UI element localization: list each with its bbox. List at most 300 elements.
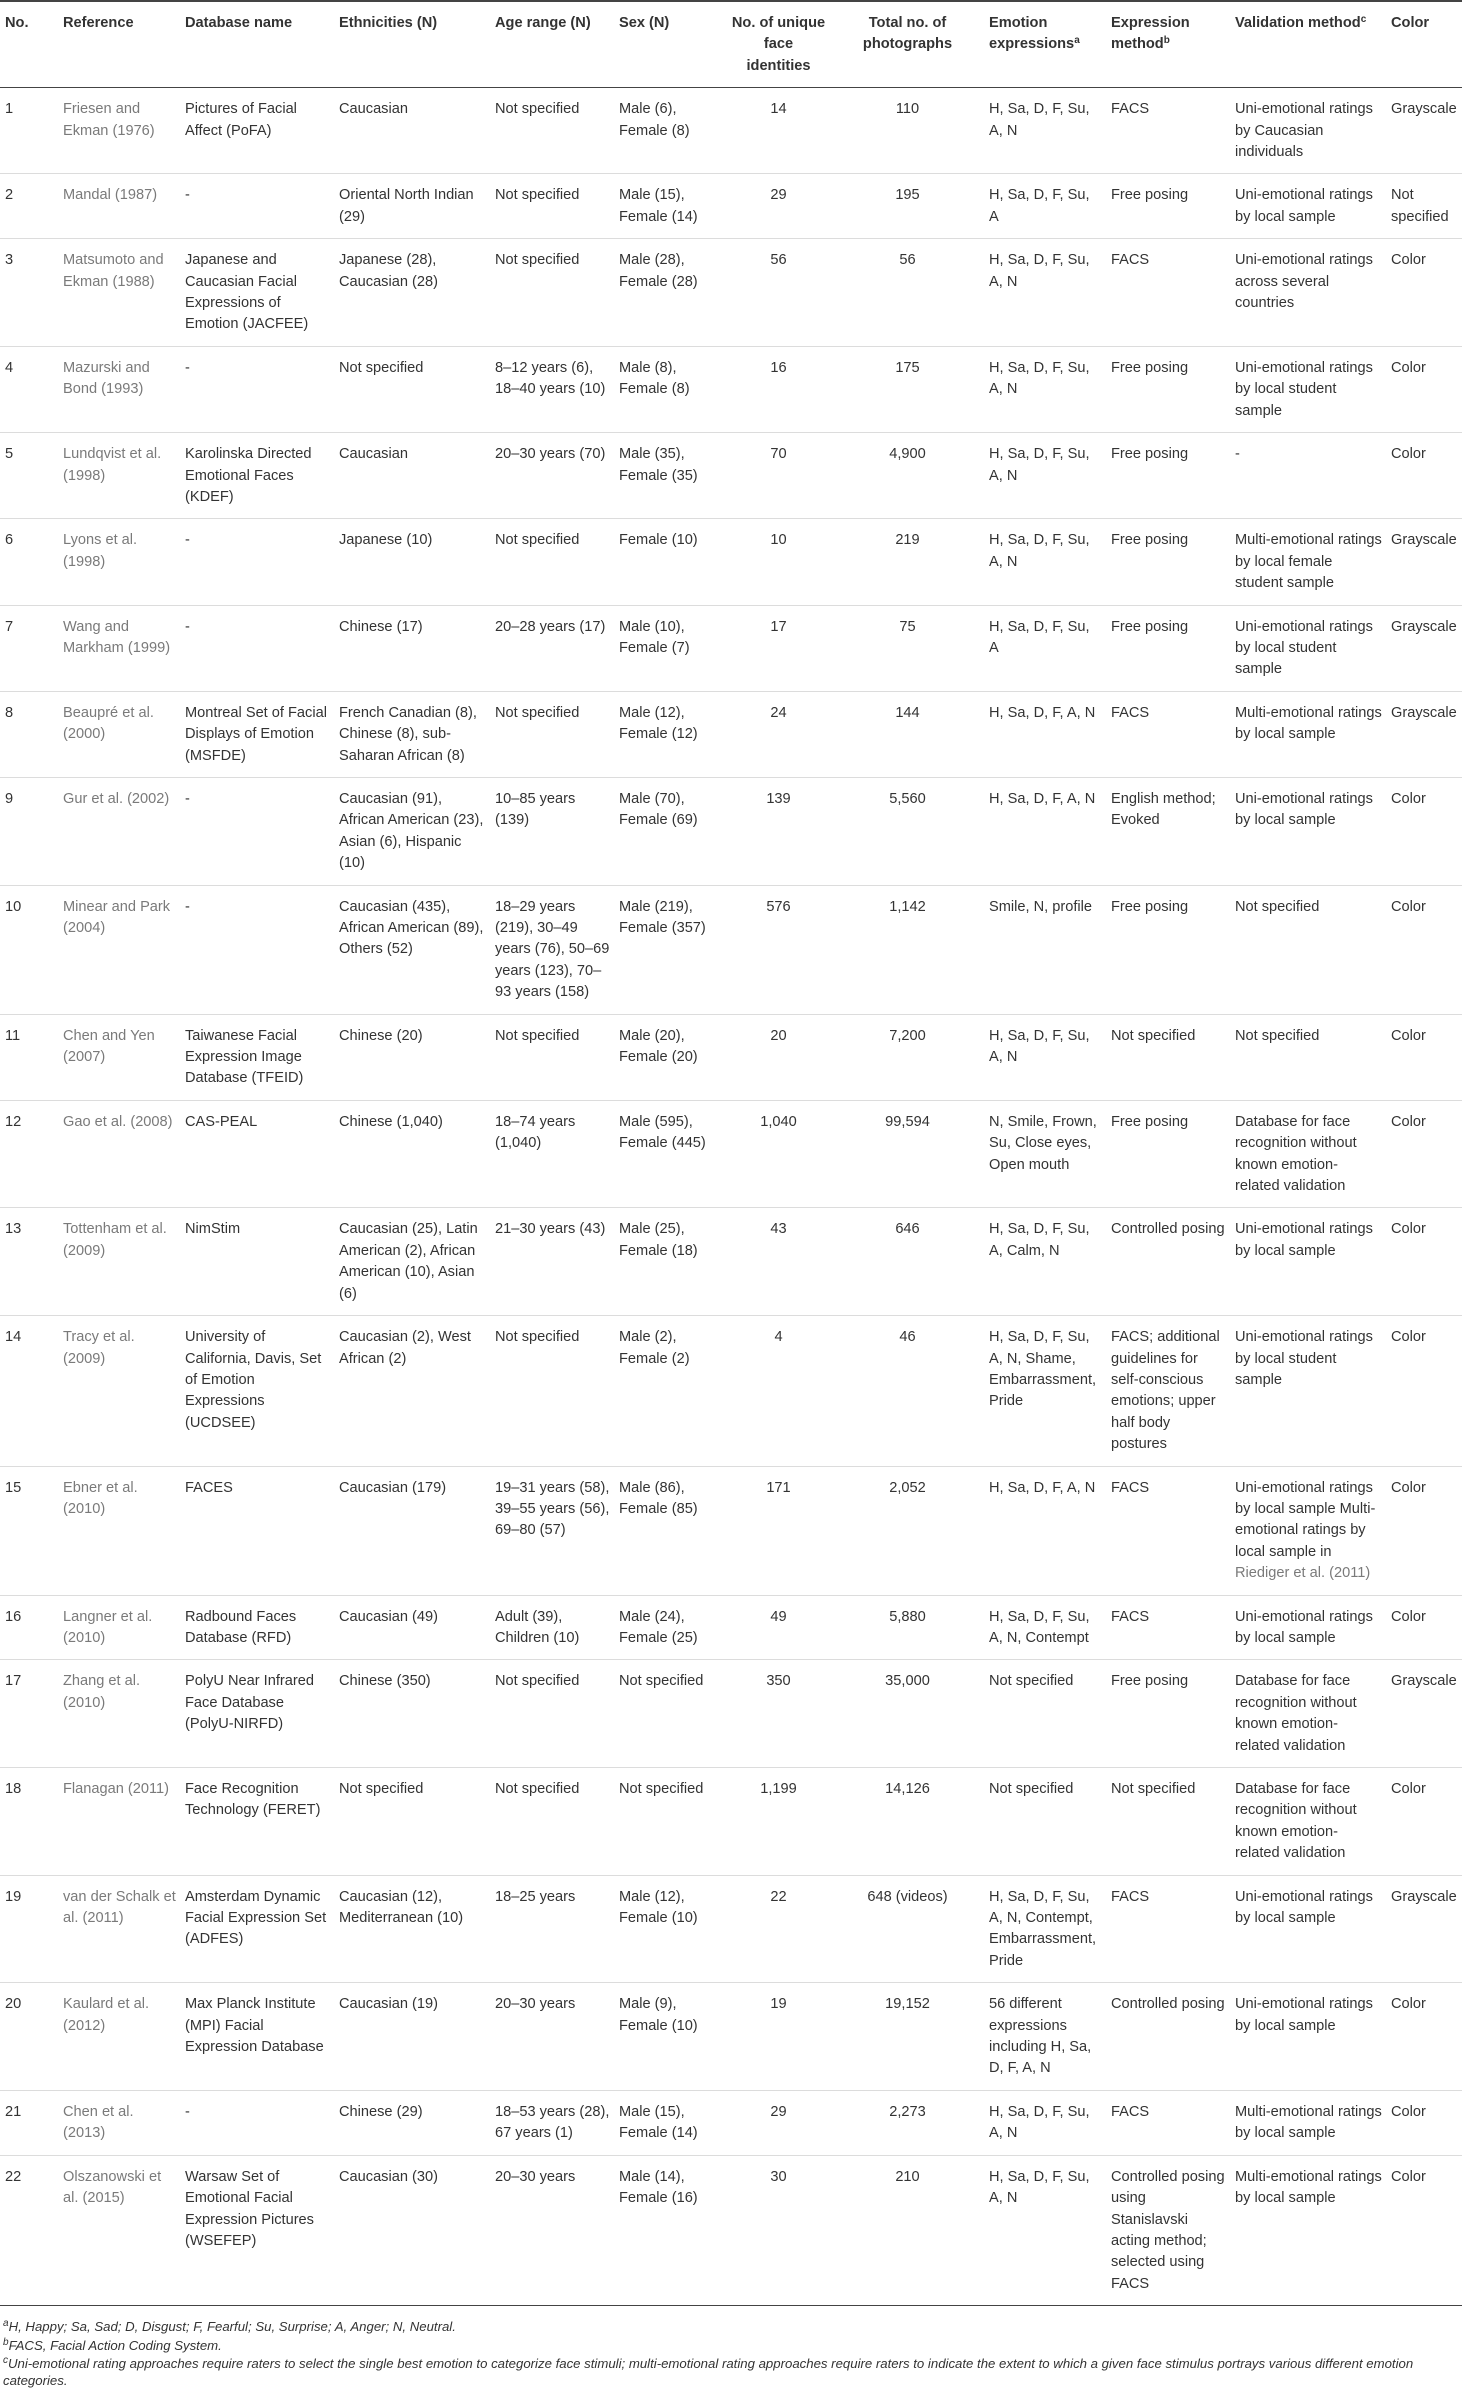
cell-ethnicities: Caucasian (25), Latin American (2), African American (10), Asian (6) <box>334 1208 490 1316</box>
cell-validation-method: Multi-emotional ratings by local sample <box>1230 691 1386 777</box>
cell-sex: Male (28), Female (28) <box>614 239 726 347</box>
cell-ethnicities: Caucasian <box>334 88 490 174</box>
cell-unique-identities: 1,199 <box>726 1768 830 1876</box>
cell-expression-method: Controlled posing <box>1106 1983 1230 2091</box>
cell-expression-method: Free posing <box>1106 433 1230 519</box>
cell-unique-identities: 139 <box>726 777 830 885</box>
cell-no: 9 <box>0 777 58 885</box>
cell-color: Color <box>1386 2155 1462 2305</box>
cell-validation-method: Uni-emotional ratings by local student sample <box>1230 346 1386 432</box>
cell-emotion-expressions: H, Sa, D, F, Su, A, N <box>984 2155 1106 2305</box>
cell-age-range: 18–29 years (219), 30–49 years (76), 50–69 years (123), 70–93 years (158) <box>490 885 614 1014</box>
cell-total-photographs: 35,000 <box>830 1660 984 1768</box>
cell-no: 2 <box>0 174 58 239</box>
cell-no: 14 <box>0 1316 58 1466</box>
cell-ethnicities: Caucasian <box>334 433 490 519</box>
cell-validation-method: Multi-emotional ratings by local female student sample <box>1230 519 1386 605</box>
cell-color: Grayscale <box>1386 88 1462 174</box>
header-label: Reference <box>63 15 134 31</box>
cell-unique-identities: 29 <box>726 2090 830 2155</box>
cell-validation-method: Database for face recognition without known emotion-related validation <box>1230 1100 1386 1208</box>
cell-reference[interactable]: Beaupré et al. (2000) <box>58 691 180 777</box>
cell-validation-method: Uni-emotional ratings by local sample <box>1230 1875 1386 1983</box>
cell-validation-method: Uni-emotional ratings by local sample <box>1230 174 1386 239</box>
cell-sex: Male (35), Female (35) <box>614 433 726 519</box>
cell-total-photographs: 2,052 <box>830 1466 984 1595</box>
footnote-mark: c <box>1360 14 1367 25</box>
cell-total-photographs: 175 <box>830 346 984 432</box>
cell-unique-identities: 24 <box>726 691 830 777</box>
cell-sex: Male (12), Female (12) <box>614 691 726 777</box>
cell-no: 3 <box>0 239 58 347</box>
cell-color: Color <box>1386 1014 1462 1100</box>
cell-ethnicities: Chinese (1,040) <box>334 1100 490 1208</box>
table-row <box>0 1875 1462 1983</box>
cell-reference[interactable]: Langner et al. (2010) <box>58 1595 180 1660</box>
cell-ethnicities: Japanese (28), Caucasian (28) <box>334 239 490 347</box>
cell-total-photographs: 14,126 <box>830 1768 984 1876</box>
cell-database-name: CAS-PEAL <box>180 1100 334 1208</box>
cell-age-range: 18–53 years (28), 67 years (1) <box>490 2090 614 2155</box>
cell-emotion-expressions: H, Sa, D, F, Su, A <box>984 605 1106 691</box>
cell-reference[interactable]: Tracy et al. (2009) <box>58 1316 180 1466</box>
cell-no: 4 <box>0 346 58 432</box>
cell-ethnicities: Not specified <box>334 1768 490 1876</box>
cell-unique-identities: 171 <box>726 1466 830 1595</box>
cell-expression-method: Free posing <box>1106 885 1230 1014</box>
cell-database-name: Karolinska Directed Emotional Faces (KDEF) <box>180 433 334 519</box>
cell-reference[interactable]: van der Schalk et al. (2011) <box>58 1875 180 1983</box>
cell-expression-method: English method; Evoked <box>1106 777 1230 885</box>
header-label: Ethnicities (N) <box>339 15 438 31</box>
cell-unique-identities: 576 <box>726 885 830 1014</box>
footnote-mark: b <box>1163 35 1170 47</box>
cell-color: Color <box>1386 1316 1462 1466</box>
cell-color: Grayscale <box>1386 519 1462 605</box>
cell-unique-identities: 29 <box>726 174 830 239</box>
header-emotion-expressions <box>984 1 1106 88</box>
cell-sex: Not specified <box>614 1768 726 1876</box>
cell-color: Grayscale <box>1386 1875 1462 1983</box>
cell-validation-method: Uni-emotional ratings by local sample Multi-emotional ratings by local sample in Riediger et al. (2011) <box>1230 1466 1386 1595</box>
cell-expression-method: FACS <box>1106 691 1230 777</box>
cell-no: 22 <box>0 2155 58 2305</box>
header-label: Color <box>1391 15 1430 31</box>
cell-expression-method: FACS <box>1106 1595 1230 1660</box>
cell-reference[interactable]: Chen et al. (2013) <box>58 2090 180 2155</box>
cell-age-range: Not specified <box>490 691 614 777</box>
table-row <box>0 174 1462 239</box>
cell-reference[interactable]: Ebner et al. (2010) <box>58 1466 180 1595</box>
header-reference <box>58 1 180 88</box>
header-database-name <box>180 1 334 88</box>
cell-reference[interactable]: Lundqvist et al. (1998) <box>58 433 180 519</box>
header-label: Sex (N) <box>619 15 670 31</box>
table-footnotes <box>0 2306 1462 2389</box>
cell-sex: Male (219), Female (357) <box>614 885 726 1014</box>
cell-ethnicities: Caucasian (19) <box>334 1983 490 2091</box>
header-label: No. <box>5 15 29 31</box>
cell-no: 18 <box>0 1768 58 1876</box>
cell-ethnicities: Caucasian (179) <box>334 1466 490 1595</box>
cell-emotion-expressions: Smile, N, profile <box>984 885 1106 1014</box>
cell-total-photographs: 46 <box>830 1316 984 1466</box>
cell-unique-identities: 22 <box>726 1875 830 1983</box>
cell-age-range: 20–30 years (70) <box>490 433 614 519</box>
table-row <box>0 1768 1462 1876</box>
cell-reference[interactable]: Minear and Park (2004) <box>58 885 180 1014</box>
cell-database-name: Amsterdam Dynamic Facial Expression Set (ADFES) <box>180 1875 334 1983</box>
cell-validation-method: Database for face recognition without known emotion-related validation <box>1230 1660 1386 1768</box>
cell-total-photographs: 4,900 <box>830 433 984 519</box>
cell-no: 10 <box>0 885 58 1014</box>
cell-reference[interactable]: Chen and Yen (2007) <box>58 1014 180 1100</box>
table-row <box>0 1595 1462 1660</box>
footnote-a <box>3 2319 1462 2336</box>
cell-sex: Male (8), Female (8) <box>614 346 726 432</box>
cell-total-photographs: 56 <box>830 239 984 347</box>
cell-no: 19 <box>0 1875 58 1983</box>
table-row <box>0 1983 1462 2091</box>
cell-emotion-expressions: Not specified <box>984 1768 1106 1876</box>
table-row <box>0 519 1462 605</box>
cell-sex: Male (10), Female (7) <box>614 605 726 691</box>
cell-ethnicities: Japanese (10) <box>334 519 490 605</box>
cell-emotion-expressions: H, Sa, D, F, Su, A, N <box>984 433 1106 519</box>
cell-age-range: Not specified <box>490 519 614 605</box>
cell-ethnicities: Oriental North Indian (29) <box>334 174 490 239</box>
header-sex <box>614 1 726 88</box>
cell-reference[interactable]: Matsumoto and Ekman (1988) <box>58 239 180 347</box>
cell-database-name: Radbound Faces Database (RFD) <box>180 1595 334 1660</box>
cell-total-photographs: 2,273 <box>830 2090 984 2155</box>
cell-validation-method: Uni-emotional ratings by Caucasian individuals <box>1230 88 1386 174</box>
cell-unique-identities: 56 <box>726 239 830 347</box>
cell-unique-identities: 10 <box>726 519 830 605</box>
cell-unique-identities: 70 <box>726 433 830 519</box>
cell-emotion-expressions: H, Sa, D, F, Su, A, N <box>984 519 1106 605</box>
table-row <box>0 346 1462 432</box>
cell-no: 17 <box>0 1660 58 1768</box>
cell-no: 20 <box>0 1983 58 2091</box>
cell-color: Grayscale <box>1386 691 1462 777</box>
header-age-range <box>490 1 614 88</box>
cell-no: 21 <box>0 2090 58 2155</box>
table-row <box>0 1316 1462 1466</box>
cell-emotion-expressions: H, Sa, D, F, A, N <box>984 691 1106 777</box>
cell-ethnicities: Caucasian (12), Mediterranean (10) <box>334 1875 490 1983</box>
table-row <box>0 2090 1462 2155</box>
cell-age-range: Not specified <box>490 174 614 239</box>
header-total-photographs <box>830 1 984 88</box>
cell-color: Color <box>1386 239 1462 347</box>
cell-database-name: Warsaw Set of Emotional Facial Expression Pictures (WSEFEP) <box>180 2155 334 2305</box>
cell-sex: Not specified <box>614 1660 726 1768</box>
cell-color: Color <box>1386 2090 1462 2155</box>
cell-unique-identities: 4 <box>726 1316 830 1466</box>
cell-sex: Male (25), Female (18) <box>614 1208 726 1316</box>
cell-database-name: - <box>180 174 334 239</box>
table-row <box>0 885 1462 1014</box>
cell-database-name: NimStim <box>180 1208 334 1316</box>
cell-age-range: Not specified <box>490 1768 614 1876</box>
cell-total-photographs: 648 (videos) <box>830 1875 984 1983</box>
cell-database-name: Max Planck Institute (MPI) Facial Expression Database <box>180 1983 334 2091</box>
cell-database-name: University of California, Davis, Set of Emotion Expressions (UCDSEE) <box>180 1316 334 1466</box>
header-label: No. of unique face identities <box>731 15 826 74</box>
cell-reference[interactable]: Tottenham et al. (2009) <box>58 1208 180 1316</box>
cell-ethnicities: Caucasian (49) <box>334 1595 490 1660</box>
cell-unique-identities: 16 <box>726 346 830 432</box>
cell-database-name: Pictures of Facial Affect (PoFA) <box>180 88 334 174</box>
cell-age-range: Not specified <box>490 1660 614 1768</box>
cell-reference[interactable]: Olszanowski et al. (2015) <box>58 2155 180 2305</box>
cell-total-photographs: 19,152 <box>830 1983 984 2091</box>
cell-validation-method: Uni-emotional ratings by local student sample <box>1230 605 1386 691</box>
cell-sex: Male (15), Female (14) <box>614 2090 726 2155</box>
cell-reference[interactable]: Zhang et al. (2010) <box>58 1660 180 1768</box>
cell-color: Color <box>1386 1595 1462 1660</box>
cell-unique-identities: 1,040 <box>726 1100 830 1208</box>
cell-database-name: Taiwanese Facial Expression Image Database (TFEID) <box>180 1014 334 1100</box>
header-color <box>1386 1 1462 88</box>
cell-ethnicities: Caucasian (435), African American (89), Others (52) <box>334 885 490 1014</box>
cell-validation-method: Not specified <box>1230 1014 1386 1100</box>
cell-unique-identities: 30 <box>726 2155 830 2305</box>
cell-sex: Male (24), Female (25) <box>614 1595 726 1660</box>
cell-no: 8 <box>0 691 58 777</box>
cell-ethnicities: Caucasian (30) <box>334 2155 490 2305</box>
cell-emotion-expressions: H, Sa, D, F, Su, A, N <box>984 2090 1106 2155</box>
cell-sex: Male (70), Female (69) <box>614 777 726 885</box>
cell-emotion-expressions: H, Sa, D, F, A, N <box>984 777 1106 885</box>
cell-expression-method: Controlled posing using Stanislavski acting method; selected using FACS <box>1106 2155 1230 2305</box>
cell-expression-method: FACS <box>1106 239 1230 347</box>
footnote-mark: a <box>3 2318 9 2330</box>
cell-expression-method: FACS <box>1106 1466 1230 1595</box>
cell-emotion-expressions: H, Sa, D, F, Su, A, N <box>984 239 1106 347</box>
cell-validation-method: Multi-emotional ratings by local sample <box>1230 2090 1386 2155</box>
cell-age-range: 10–85 years (139) <box>490 777 614 885</box>
cell-age-range: 18–25 years <box>490 1875 614 1983</box>
cell-age-range: Not specified <box>490 88 614 174</box>
cell-database-name: Face Recognition Technology (FERET) <box>180 1768 334 1876</box>
cell-expression-method: Not specified <box>1106 1768 1230 1876</box>
cell-validation-method: Uni-emotional ratings by local sample <box>1230 1208 1386 1316</box>
cell-expression-method: Free posing <box>1106 1100 1230 1208</box>
cell-sex: Male (2), Female (2) <box>614 1316 726 1466</box>
cell-reference[interactable]: Flanagan (2011) <box>58 1768 180 1876</box>
cell-unique-identities: 14 <box>726 88 830 174</box>
cell-unique-identities: 49 <box>726 1595 830 1660</box>
header-validation-method <box>1230 1 1386 88</box>
cell-emotion-expressions: H, Sa, D, F, Su, A, N <box>984 1014 1106 1100</box>
cell-expression-method: Not specified <box>1106 1014 1230 1100</box>
table-row <box>0 88 1462 174</box>
cell-ethnicities: Caucasian (91), African American (23), Asian (6), Hispanic (10) <box>334 777 490 885</box>
cell-database-name: - <box>180 777 334 885</box>
cell-age-range: Adult (39), Children (10) <box>490 1595 614 1660</box>
table-row <box>0 1014 1462 1100</box>
cell-expression-method: FACS <box>1106 2090 1230 2155</box>
header-label: Total no. of photographs <box>862 15 953 53</box>
cell-unique-identities: 17 <box>726 605 830 691</box>
cell-total-photographs: 646 <box>830 1208 984 1316</box>
cell-no: 1 <box>0 88 58 174</box>
cell-age-range: 20–30 years <box>490 1983 614 2091</box>
cell-database-name: PolyU Near Infrared Face Database (PolyU-NIRFD) <box>180 1660 334 1768</box>
cell-color: Color <box>1386 885 1462 1014</box>
cell-database-name: - <box>180 519 334 605</box>
cell-emotion-expressions: H, Sa, D, F, Su, A, N, Shame, Embarrassment, Pride <box>984 1316 1106 1466</box>
cell-unique-identities: 19 <box>726 1983 830 2091</box>
cell-no: 13 <box>0 1208 58 1316</box>
cell-total-photographs: 75 <box>830 605 984 691</box>
cell-validation-method: Uni-emotional ratings by local sample <box>1230 1983 1386 2091</box>
cell-expression-method: Controlled posing <box>1106 1208 1230 1316</box>
cell-emotion-expressions: 56 different expressions including H, Sa, D, F, A, N <box>984 1983 1106 2091</box>
cell-expression-method: Free posing <box>1106 605 1230 691</box>
cell-ethnicities: Not specified <box>334 346 490 432</box>
cell-total-photographs: 195 <box>830 174 984 239</box>
table-row <box>0 2155 1462 2305</box>
cell-sex: Male (86), Female (85) <box>614 1466 726 1595</box>
footnote-c <box>3 2356 1462 2389</box>
table-row <box>0 1466 1462 1595</box>
header-label: Validation method <box>1235 15 1361 31</box>
cell-reference[interactable]: Wang and Markham (1999) <box>58 605 180 691</box>
cell-reference[interactable]: Lyons et al. (1998) <box>58 519 180 605</box>
header-label: Age range (N) <box>495 15 591 31</box>
cell-expression-method: Free posing <box>1106 346 1230 432</box>
cell-age-range: 18–74 years (1,040) <box>490 1100 614 1208</box>
cell-validation-method: Database for face recognition without known emotion-related validation <box>1230 1768 1386 1876</box>
cell-color: Color <box>1386 1100 1462 1208</box>
header-label: Database name <box>185 15 293 31</box>
cell-unique-identities: 20 <box>726 1014 830 1100</box>
header-label: Expression method <box>1111 15 1190 53</box>
footnote-text: FACS, Facial Action Coding System. <box>8 2337 222 2353</box>
header-row <box>0 1 1462 88</box>
cell-total-photographs: 5,560 <box>830 777 984 885</box>
cell-sex: Male (9), Female (10) <box>614 1983 726 2091</box>
cell-color: Not specified <box>1386 174 1462 239</box>
cell-total-photographs: 1,142 <box>830 885 984 1014</box>
cell-reference[interactable]: Gao et al. (2008) <box>58 1100 180 1208</box>
cell-age-range: 8–12 years (6), 18–40 years (10) <box>490 346 614 432</box>
cell-validation-method: Uni-emotional ratings by local sample <box>1230 1595 1386 1660</box>
cell-total-photographs: 144 <box>830 691 984 777</box>
cell-color: Color <box>1386 777 1462 885</box>
cell-emotion-expressions: H, Sa, D, F, Su, A, N <box>984 88 1106 174</box>
cell-age-range: Not specified <box>490 1014 614 1100</box>
footnote-mark: a <box>1074 35 1080 47</box>
cell-database-name: - <box>180 346 334 432</box>
cell-database-name: FACES <box>180 1466 334 1595</box>
cell-sex: Male (12), Female (10) <box>614 1875 726 1983</box>
cell-emotion-expressions: H, Sa, D, F, A, N <box>984 1466 1106 1595</box>
cell-no: 7 <box>0 605 58 691</box>
cell-color: Color <box>1386 1208 1462 1316</box>
header-expression-method <box>1106 1 1230 88</box>
footnote-mark: b <box>3 2336 9 2348</box>
cell-validation-method: Multi-emotional ratings by local sample <box>1230 2155 1386 2305</box>
cell-total-photographs: 5,880 <box>830 1595 984 1660</box>
cell-ethnicities: French Canadian (8), Chinese (8), sub-Saharan African (8) <box>334 691 490 777</box>
cell-age-range: 19–31 years (58), 39–55 years (56), 69–80 (57) <box>490 1466 614 1595</box>
cell-reference[interactable]: Gur et al. (2002) <box>58 777 180 885</box>
cell-color: Grayscale <box>1386 605 1462 691</box>
cell-age-range: 20–28 years (17) <box>490 605 614 691</box>
cell-total-photographs: 99,594 <box>830 1100 984 1208</box>
cell-database-name: - <box>180 605 334 691</box>
cell-sex: Male (6), Female (8) <box>614 88 726 174</box>
cell-sex: Female (10) <box>614 519 726 605</box>
cell-emotion-expressions: H, Sa, D, F, Su, A, N, Contempt, Embarrassment, Pride <box>984 1875 1106 1983</box>
cell-ethnicities: Chinese (350) <box>334 1660 490 1768</box>
cell-validation-method: Not specified <box>1230 885 1386 1014</box>
cell-emotion-expressions: H, Sa, D, F, Su, A, N, Contempt <box>984 1595 1106 1660</box>
header-ethnicities <box>334 1 490 88</box>
cell-sex: Male (15), Female (14) <box>614 174 726 239</box>
header-label: Emotion expressions <box>989 15 1075 53</box>
cell-color: Color <box>1386 1466 1462 1595</box>
cell-database-name: - <box>180 885 334 1014</box>
cell-reference[interactable]: Mazurski and Bond (1993) <box>58 346 180 432</box>
cell-no: 11 <box>0 1014 58 1100</box>
cell-reference[interactable]: Kaulard et al. (2012) <box>58 1983 180 2091</box>
footnote-text: H, Happy; Sa, Sad; D, Disgust; F, Fearful; Su, Surprise; A, Anger; N, Neutral. <box>8 2319 456 2335</box>
cell-no: 5 <box>0 433 58 519</box>
cell-unique-identities: 43 <box>726 1208 830 1316</box>
cell-total-photographs: 219 <box>830 519 984 605</box>
cell-color: Color <box>1386 346 1462 432</box>
cell-reference[interactable]: Friesen and Ekman (1976) <box>58 88 180 174</box>
cell-ethnicities: Chinese (20) <box>334 1014 490 1100</box>
cell-total-photographs: 110 <box>830 88 984 174</box>
cell-no: 12 <box>0 1100 58 1208</box>
cell-database-name: Montreal Set of Facial Displays of Emotion (MSFDE) <box>180 691 334 777</box>
footnote-b <box>3 2338 1462 2355</box>
cell-emotion-expressions: N, Smile, Frown, Su, Close eyes, Open mouth <box>984 1100 1106 1208</box>
table-row <box>0 1660 1462 1768</box>
cell-color: Color <box>1386 433 1462 519</box>
cell-no: 6 <box>0 519 58 605</box>
inline-citation-link[interactable]: Riediger et al. (2011) <box>1235 1565 1371 1582</box>
cell-color: Grayscale <box>1386 1660 1462 1768</box>
cell-validation-method: - <box>1230 433 1386 519</box>
cell-expression-method: Free posing <box>1106 174 1230 239</box>
table-row <box>0 691 1462 777</box>
cell-ethnicities: Chinese (17) <box>334 605 490 691</box>
cell-emotion-expressions: H, Sa, D, F, Su, A, N <box>984 346 1106 432</box>
cell-database-name: Japanese and Caucasian Facial Expressions of Emotion (JACFEE) <box>180 239 334 347</box>
cell-ethnicities: Chinese (29) <box>334 2090 490 2155</box>
header-unique-identities <box>726 1 830 88</box>
table-row <box>0 605 1462 691</box>
cell-sex: Male (20), Female (20) <box>614 1014 726 1100</box>
cell-reference[interactable]: Mandal (1987) <box>58 174 180 239</box>
cell-no: 16 <box>0 1595 58 1660</box>
header-no <box>0 1 58 88</box>
cell-sex: Male (14), Female (16) <box>614 2155 726 2305</box>
cell-age-range: 20–30 years <box>490 2155 614 2305</box>
cell-no: 15 <box>0 1466 58 1595</box>
cell-emotion-expressions: H, Sa, D, F, Su, A, Calm, N <box>984 1208 1106 1316</box>
cell-expression-method: FACS; additional guidelines for self-conscious emotions; upper half body postures <box>1106 1316 1230 1466</box>
cell-total-photographs: 210 <box>830 2155 984 2305</box>
table-row <box>0 1100 1462 1208</box>
